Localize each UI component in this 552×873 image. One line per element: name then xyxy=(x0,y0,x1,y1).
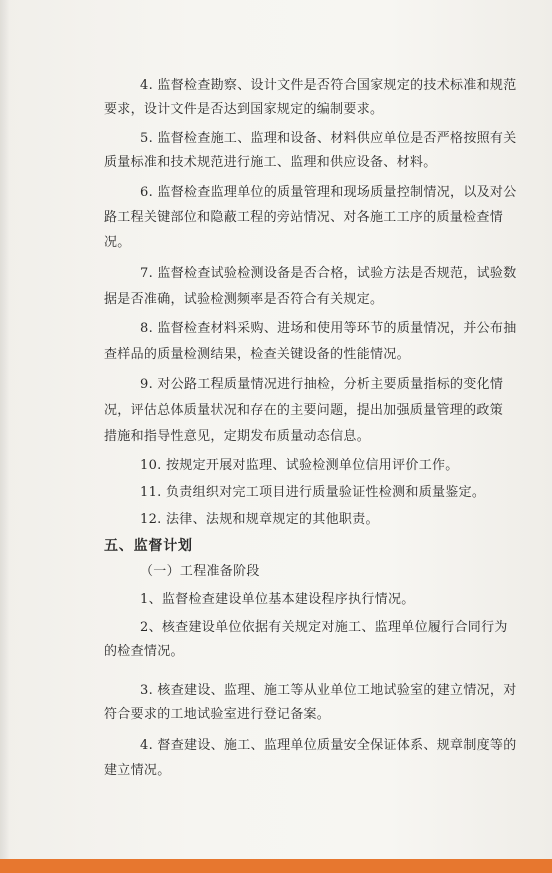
item-9-line-1: 9. 对公路工程质量情况进行抽检，分析主要质量指标的变化情 xyxy=(140,377,504,392)
item-8-line-1: 8. 监督检查材料采购、进场和使用等环节的质量情况，并公布抽 xyxy=(140,321,517,336)
plan-item-1-line-1: 1、监督检查建设单位基本建设程序执行情况。 xyxy=(140,592,415,607)
item-5-line-1: 5. 监督检查施工、监理和设备、材料供应单位是否严格按照有关 xyxy=(140,131,517,146)
item-12-line-1: 12. 法律、法规和规章规定的其他职责。 xyxy=(140,512,379,527)
item-4-line-2: 要求，设计文件是否达到国家规定的编制要求。 xyxy=(104,102,384,117)
page-edge-shadow xyxy=(0,0,10,873)
item-9-line-3: 措施和指导性意见，定期发布质量动态信息。 xyxy=(104,429,371,444)
item-6-line-3: 况。 xyxy=(104,235,131,250)
item-4-line-1: 4. 监督检查勘察、设计文件是否符合国家规定的技术标准和规范 xyxy=(140,78,517,93)
item-6-line-1: 6. 监督检查监理单位的质量管理和现场质量控制情况，以及对公 xyxy=(140,185,517,200)
plan-item-4-line-2: 建立情况。 xyxy=(104,763,171,778)
plan-item-2-line-2: 的检查情况。 xyxy=(104,644,184,659)
item-9-line-2: 况，评估总体质量状况和存在的主要问题，提出加强质量管理的政策 xyxy=(104,403,504,418)
plan-item-4-line-1: 4. 督查建设、施工、监理单位质量安全保证体系、规章制度等的 xyxy=(140,738,517,753)
subsection-heading: （一）工程准备阶段 xyxy=(140,564,260,579)
item-6-line-2: 路工程关键部位和隐蔽工程的旁站情况、对各施工工序的质量检查情 xyxy=(104,210,504,225)
item-8-line-2: 查样品的质量检测结果，检查关键设备的性能情况。 xyxy=(104,347,410,362)
plan-item-3-line-1: 3. 核查建设、监理、施工等从业单位工地试验室的建立情况，对 xyxy=(140,683,517,698)
item-7-line-1: 7. 监督检查试验检测设备是否合格，试验方法是否规范，试验数 xyxy=(140,266,517,281)
bottom-orange-bar xyxy=(0,859,552,873)
item-11-line-1: 11. 负责组织对完工项目进行质量验证性检测和质量鉴定。 xyxy=(140,485,486,500)
item-5-line-2: 质量标准和技术规范进行施工、监理和供应设备、材料。 xyxy=(104,155,437,170)
plan-item-2-line-1: 2、核查建设单位依据有关规定对施工、监理单位履行合同行为 xyxy=(140,620,508,635)
item-10-line-1: 10. 按规定开展对监理、试验检测单位信用评价工作。 xyxy=(140,458,459,473)
section-heading: 五、监督计划 xyxy=(104,538,193,554)
plan-item-3-line-2: 符合要求的工地试验室进行登记备案。 xyxy=(104,707,331,722)
item-7-line-2: 据是否准确，试验检测频率是否符合有关规定。 xyxy=(104,292,384,307)
